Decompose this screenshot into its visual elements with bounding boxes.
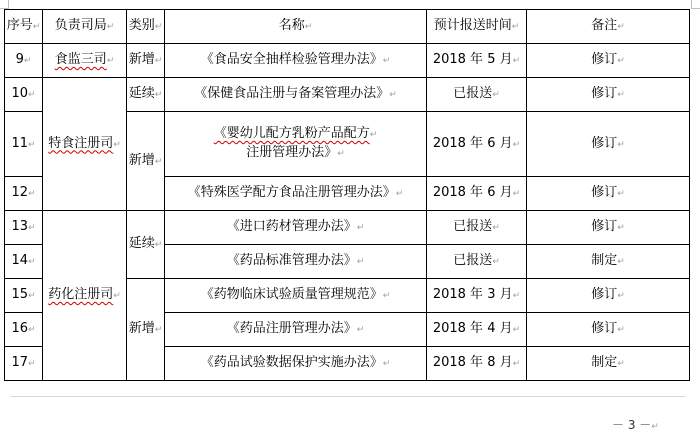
cell-no: 9↵ xyxy=(5,44,43,78)
cell-dept: 特食注册司↵ xyxy=(43,78,127,211)
cell-name: 《药物临床试验质量管理规范》↵ xyxy=(165,279,427,313)
cell-no: 16↵ xyxy=(5,313,43,347)
cell-no: 14↵ xyxy=(5,245,43,279)
cell-type: 延续↵ xyxy=(127,211,165,279)
cell-note: 制定↵ xyxy=(527,245,690,279)
cell-time: 2018 年 8 月↵ xyxy=(427,347,527,381)
cell-note: 修订↵ xyxy=(527,313,690,347)
cell-no: 10↵ xyxy=(5,78,43,112)
page-number: － 3 －↵ xyxy=(612,418,659,432)
cell-type: 新增↵ xyxy=(127,279,165,381)
margin-corner-mark xyxy=(691,0,700,9)
table-row xyxy=(5,211,690,245)
regulation-plan-table xyxy=(4,9,690,381)
table-header-row xyxy=(5,10,690,44)
cell-no: 17↵ xyxy=(5,347,43,381)
header-name: 名称↵ xyxy=(165,10,427,44)
cell-type: 新增↵ xyxy=(127,112,165,211)
header-note: 备注↵ xyxy=(527,10,690,44)
cell-type: 延续↵ xyxy=(127,78,165,112)
cell-dept: 食监三司↵ xyxy=(43,44,127,78)
cell-no: 11↵ xyxy=(5,112,43,177)
header-type: 类别↵ xyxy=(127,10,165,44)
cell-note: 修订↵ xyxy=(527,279,690,313)
cell-name xyxy=(165,112,427,177)
header-dept: 负责司局↵ xyxy=(43,10,127,44)
cell-time: 2018 年 4 月↵ xyxy=(427,313,527,347)
cell-name: 《药品注册管理办法》↵ xyxy=(165,313,427,347)
cell-time: 2018 年 3 月↵ xyxy=(427,279,527,313)
margin-corner-mark xyxy=(0,0,9,9)
cell-no: 12↵ xyxy=(5,177,43,211)
cell-name: 《药品试验数据保护实施办法》↵ xyxy=(165,347,427,381)
cell-note: 修订↵ xyxy=(527,78,690,112)
cell-dept: 药化注册司↵ xyxy=(43,211,127,381)
footer-divider xyxy=(10,396,686,397)
cell-time: 已报送↵ xyxy=(427,245,527,279)
cell-time: 2018 年 6 月↵ xyxy=(427,112,527,177)
name-line-2: 注册管理办法》↵ xyxy=(246,145,345,160)
cell-time: 已报送↵ xyxy=(427,78,527,112)
cell-note: 修订↵ xyxy=(527,44,690,78)
cell-name: 《食品安全抽样检验管理办法》↵ xyxy=(165,44,427,78)
header-time: 预计报送时间↵ xyxy=(427,10,527,44)
name-line-1: 《婴幼儿配方乳粉产品配方↵ xyxy=(213,126,378,141)
table-row xyxy=(5,44,690,78)
cell-no: 15↵ xyxy=(5,279,43,313)
cell-name: 《进口药材管理办法》↵ xyxy=(165,211,427,245)
cell-time: 已报送↵ xyxy=(427,211,527,245)
cell-time: 2018 年 6 月↵ xyxy=(427,177,527,211)
cell-name: 《特殊医学配方食品注册管理办法》↵ xyxy=(165,177,427,211)
cell-note: 修订↵ xyxy=(527,211,690,245)
cell-note: 制定↵ xyxy=(527,347,690,381)
cell-name: 《保健食品注册与备案管理办法》↵ xyxy=(165,78,427,112)
cell-note: 修订↵ xyxy=(527,112,690,177)
header-no: 序号↵ xyxy=(5,10,43,44)
table-row xyxy=(5,78,690,112)
cell-no: 13↵ xyxy=(5,211,43,245)
cell-name: 《药品标准管理办法》↵ xyxy=(165,245,427,279)
cell-time: 2018 年 5 月↵ xyxy=(427,44,527,78)
cell-type: 新增↵ xyxy=(127,44,165,78)
cell-note: 修订↵ xyxy=(527,177,690,211)
